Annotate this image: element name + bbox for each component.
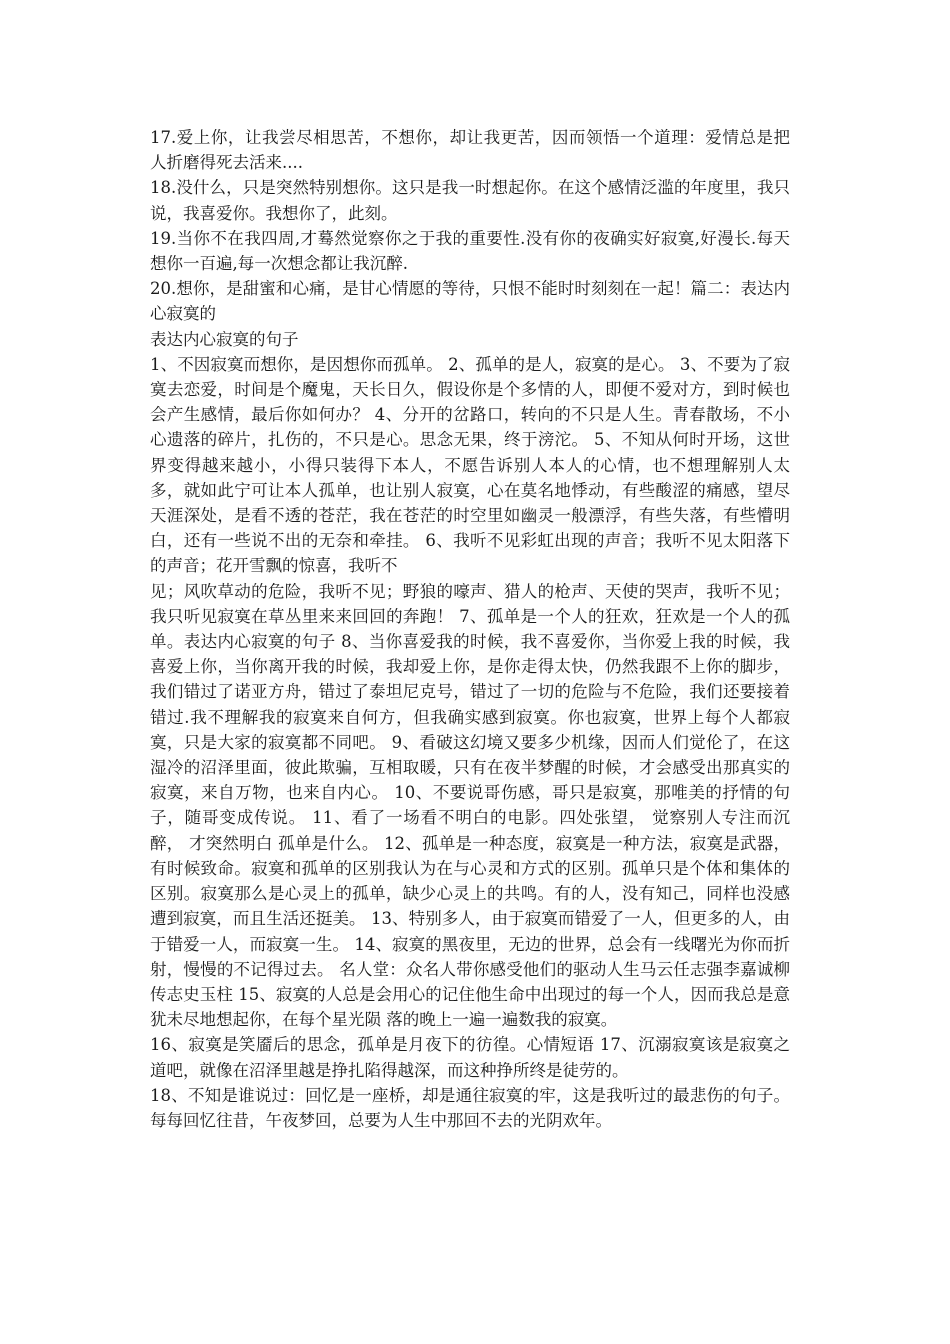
section-title: 表达内心寂寞的句子 [150, 329, 299, 349]
paragraph-18: 18.没什么，只是突然特别想你。这只是我一时想起你。在这个感情泛滥的年度里，我只说，我喜爱你。我想你了，此刻。 [150, 178, 790, 223]
paragraph-17: 17.爱上你，让我尝尽相思苦，不想你，却让我更苦，因而领悟一个道理：爱情总是把 人折磨得死去活来.... [150, 128, 790, 173]
paragraph-list-part1: 1、不因寂寞而想你，是因想你而孤单。 2、孤单的是人，寂寞的是心。 3、不要为了寂寞去恋爱，时间是个魔鬼，天长日久，假设你是个多情的人，即便不爱对方，到时候也会产生感情，最后你如何办？ 4、分开的岔路口，转向的不只是人生。青春散场，不小心遗落的碎片，扎伤的，不只是心。思念无果，终于滂沱。 5、不知从何时开场，这世界变得越来越小，小得只装得下本人，不愿告诉别人本人的心情，也不想理解别人太多，就如此宁可让本人孤单，也让别人寂寞，心在莫名地悸动，有些酸涩的痛感，望尽天涯深处，是看不透的苍茫，我在苍茫的时空里如幽灵一般漂浮，有些失落，有些懵明白，还有一些说不出的无奈和牵挂。 6、我听不见彩虹出现的声音；我听不见太阳落下的声音；花开雪飘的惊喜，我听不 [150, 354, 790, 576]
document-body [150, 125, 790, 1133]
paragraph-list-part2: 见；风吹草动的危险，我听不见；野狼的嚎声、猎人的枪声、天使的哭声，我听不见；我只听见寂寞在草丛里来来回回的奔跑！ 7、孤单是一个人的狂欢，狂欢是一个人的孤单。表达内心寂寞的句子 8、当你喜爱我的时候，我不喜爱你，当你爱上我的时候，我喜爱上你，当你离开我的时候，我却爱上你，是你走得太快，仍然我跟不上你的脚步，我们错过了诺亚方舟，错过了泰坦尼克号，错过了一切的危险与不危险，我们还要接着错过.我不理解我的寂寞来自何方，但我确实感到寂寞。你也寂寞，世界上每个人都寂寞，只是大家的寂寞都不同吧。 9、看破这幻境又要多少机缘，因而人们觉伦了，在这湿冷的沼泽里面，彼此欺骗，互相取暖，只有在夜半梦醒的时候，才会感受出那真实的寂寞，来自万物，也来自内心。 10、不要说哥伤感，哥只是寂寞，那唯美的抒情的句子，随哥变成传说。 11、看了一场看不明白的电影。四处张望， 觉察别人专注而沉醉， 才突然明白 孤单是什么。 12、孤单是一种态度，寂寞是一种方法，寂寞是武器，有时候致命。寂寞和孤单的区别我认为在与心灵和方式的区别。孤单只是个体和集体的区别。寂寞那么是心灵上的孤单，缺少心灵上的共鸣。有的人，没有知己，同样也没感遭到寂寞，而且生活还挺美。 13、特别多人，由于寂寞而错爱了一人，但更多的人，由于错爱一人，而寂寞一生。 14、寂寞的黑夜里，无边的世界，总会有一线曙光为你而折射，慢慢的不记得过去。 名人堂：众名人带你感受他们的驱动人生马云任志强李嘉诚柳传志史玉柱 15、寂寞的人总是会用心的记住他生命中出现过的每一个人，因而我总是意犹未尽地想起你，在每个星光陨 落的晚上一遍一遍数我的寂寞。 [150, 581, 790, 1030]
paragraph-19: 19.当你不在我四周,才蓦然觉察你之于我的重要性.没有你的夜确实好寂寞,好漫长.每天想你一百遍,每一次想念都让我沉醉. [150, 228, 790, 274]
paragraph-list-18: 18、不知是谁说过：回忆是一座桥，却是通往寂寞的牢，这是我听过的最悲伤的句子。每每回忆往昔，午夜梦回，总要为人生中那回不去的光阴欢年。 [150, 1085, 790, 1130]
paragraph-20: 20.想你，是甜蜜和心痛，是甘心情愿的等待，只恨不能时时刻刻在一起！篇二：表达内心寂寞的 [150, 279, 790, 324]
paragraph-list-16-17: 16、寂寞是笑靥后的思念，孤单是月夜下的彷徨。心情短语 17、沉溺寂寞该是寂寞之道吧，就像在沼泽里越是挣扎陷得越深，而这种挣所终是徒劳的。 [150, 1035, 790, 1080]
